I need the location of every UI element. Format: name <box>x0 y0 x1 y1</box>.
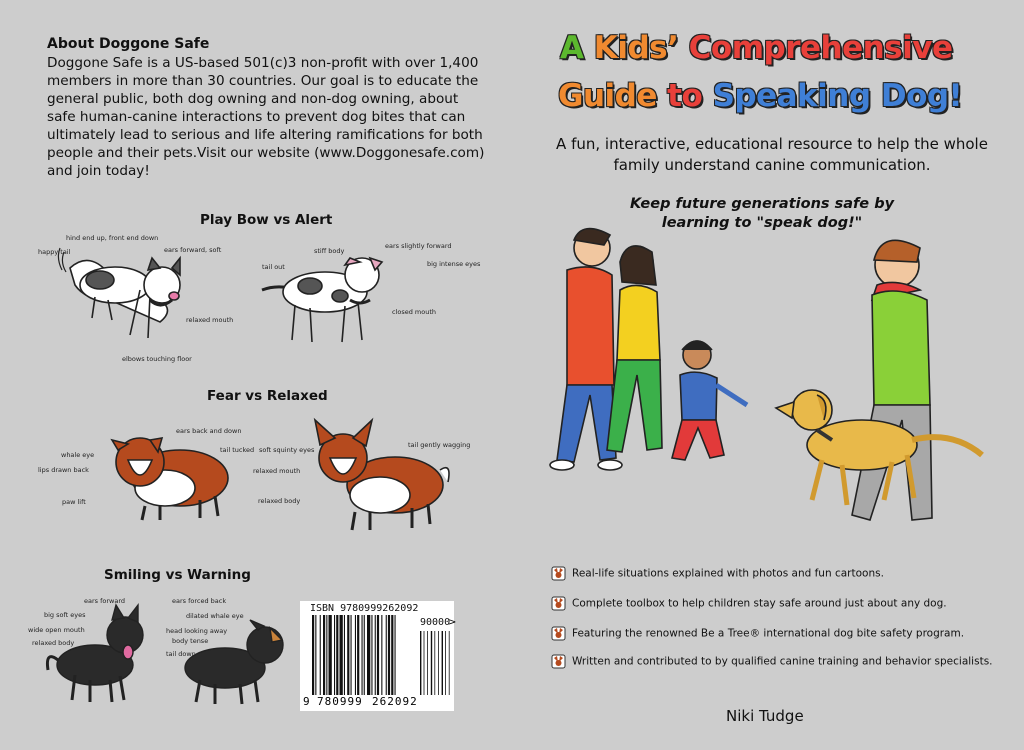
barcode-bar <box>362 615 363 695</box>
annotation: relaxed body <box>258 497 301 505</box>
price-code: 90000 <box>420 617 451 628</box>
annotation: ears forward, soft <box>164 246 222 254</box>
dog-face-icon <box>551 566 566 581</box>
annotation: elbows touching floor <box>122 355 192 363</box>
feature-bullet <box>551 566 884 581</box>
about-title: About Doggone Safe <box>47 36 210 52</box>
annotation: body tense <box>172 637 209 645</box>
annotation: lips drawn back <box>38 466 89 474</box>
feature-text: Real-life situations explained with photos and fun cartoons. <box>572 567 884 580</box>
barcode-bar <box>442 631 443 695</box>
barcode-bar <box>429 631 430 695</box>
annotation: tail tucked <box>220 446 255 454</box>
annotation: big intense eyes <box>427 260 481 268</box>
barcode-bar <box>326 615 327 695</box>
annotation: relaxed mouth <box>253 467 301 475</box>
section-title-smiling: Smiling vs Warning <box>104 567 251 583</box>
barcode-bar <box>420 631 421 695</box>
dog-face-icon <box>551 626 566 641</box>
feature-bullet <box>551 626 964 641</box>
barcode-bar <box>424 631 425 695</box>
barcode-bar <box>440 631 441 695</box>
title-word: Guide <box>558 78 668 114</box>
barcode-bar <box>395 615 396 695</box>
barcode-bar <box>434 631 435 695</box>
annotation: wide open mouth <box>28 626 85 634</box>
barcode-bar <box>451 631 452 695</box>
annotation: hind end up, front end down <box>66 234 159 242</box>
annotation: happy tail <box>38 248 71 256</box>
barcode-bar <box>371 615 372 695</box>
mother-figure <box>607 246 662 452</box>
barcode-bar <box>340 615 343 695</box>
barcode-bar <box>422 631 423 695</box>
barcode-bar <box>447 631 448 695</box>
barcode-bar <box>388 615 390 695</box>
barcode <box>300 601 457 711</box>
barcode-bar <box>347 615 349 695</box>
feature-text: Featuring the renowned Be a Tree® international dog bite safety program. <box>572 627 965 640</box>
barcode-bar <box>334 615 335 695</box>
title-word: Kids’ <box>593 30 689 66</box>
price-arrow: > <box>448 617 457 628</box>
subtitle: A fun, interactive, educational resource to help the whole family understand canine communication. <box>556 135 988 174</box>
annotation: soft squinty eyes <box>259 446 315 454</box>
barcode-bar <box>364 615 365 695</box>
barcode-bar <box>381 615 382 695</box>
barcode-bar <box>438 631 439 695</box>
annotation: tail out <box>262 263 285 271</box>
child-figure <box>672 341 747 460</box>
barcode-bar <box>344 615 345 695</box>
isbn-label: ISBN 9780999262092 <box>310 603 419 614</box>
title-word: Comprehensive <box>688 30 953 66</box>
man-figure <box>852 240 932 520</box>
smiling-dog <box>47 605 143 702</box>
title-word: A <box>560 30 594 66</box>
about-text: Doggone Safe is a US-based 501(c)3 non-profit with over 1,400 members in more than 30 countries. Our goal is to educate the general public, both dog owning and non-dog owning, about safe human-canine interactions to prevent dog bites that can ultimately lead to serious and life altering ramifications for both people and their pets.Visit our website (www.Doggonesafe.com) and join today! <box>47 55 485 179</box>
title-word: to <box>667 78 713 114</box>
barcode-bar <box>312 615 314 695</box>
feature-text: Written and contributed to by qualified canine training and behavior specialists. <box>572 655 993 668</box>
annotation: ears forward <box>84 597 126 605</box>
dog-face-icon <box>551 654 566 669</box>
annotation: relaxed body <box>32 639 75 647</box>
barcode-bar <box>386 615 387 695</box>
barcode-bar <box>425 631 426 695</box>
section-title-fear: Fear vs Relaxed <box>207 388 328 404</box>
relaxed-corgi <box>315 420 449 530</box>
feature-text: Complete toolbox to help children stay safe around just about any dog. <box>572 597 947 610</box>
annotation: tail gently wagging <box>408 441 471 449</box>
barcode-bar <box>445 631 446 695</box>
fear-corgi <box>112 438 228 520</box>
barcode-bar <box>320 615 321 695</box>
play-bow-dog <box>58 248 180 338</box>
annotation: relaxed mouth <box>186 316 234 324</box>
barcode-digits-mid: 780999 <box>317 695 363 708</box>
barcode-bar <box>427 631 428 695</box>
barcode-bar <box>329 615 332 695</box>
title-word: Speaking Dog! <box>712 78 963 114</box>
annotation: dilated whale eye <box>186 612 244 620</box>
annotation: whale eye <box>61 451 95 459</box>
barcode-bar <box>391 615 393 695</box>
dog-face-icon <box>551 596 566 611</box>
barcode-bar <box>436 631 437 695</box>
barcode-bar <box>449 631 450 695</box>
barcode-bar <box>375 615 376 695</box>
annotation: tail down <box>166 650 196 658</box>
section-title-play-bow: Play Bow vs Alert <box>200 212 333 228</box>
barcode-bar <box>367 615 370 695</box>
barcode-bar <box>351 615 352 695</box>
feature-bullet <box>551 654 993 669</box>
annotation: head looking away <box>166 627 228 635</box>
barcode-bar <box>433 631 434 695</box>
annotation: ears forced back <box>172 597 227 605</box>
barcode-bar <box>323 615 325 695</box>
feature-bullet <box>551 596 947 611</box>
author-name: Niki Tudge <box>726 707 804 725</box>
barcode-bar <box>355 615 356 695</box>
barcode-bar <box>336 615 338 695</box>
barcode-bar <box>315 615 316 695</box>
barcode-bar <box>357 615 359 695</box>
barcode-digit-left: 9 <box>303 695 310 708</box>
barcode-bar <box>377 615 379 695</box>
annotation: ears slightly forward <box>385 242 452 250</box>
tagline: Keep future generations safe by learning to "speak dog!" <box>629 196 895 231</box>
annotation: ears back and down <box>176 427 242 435</box>
barcode-digits-right: 262092 <box>372 695 418 708</box>
annotation: big soft eyes <box>44 611 86 619</box>
annotation: stiff body <box>314 247 345 255</box>
front-cover <box>512 0 1024 750</box>
barcode-bar <box>443 631 444 695</box>
annotation: closed mouth <box>392 308 437 316</box>
barcode-bar <box>431 631 432 695</box>
annotation: paw lift <box>62 498 86 506</box>
